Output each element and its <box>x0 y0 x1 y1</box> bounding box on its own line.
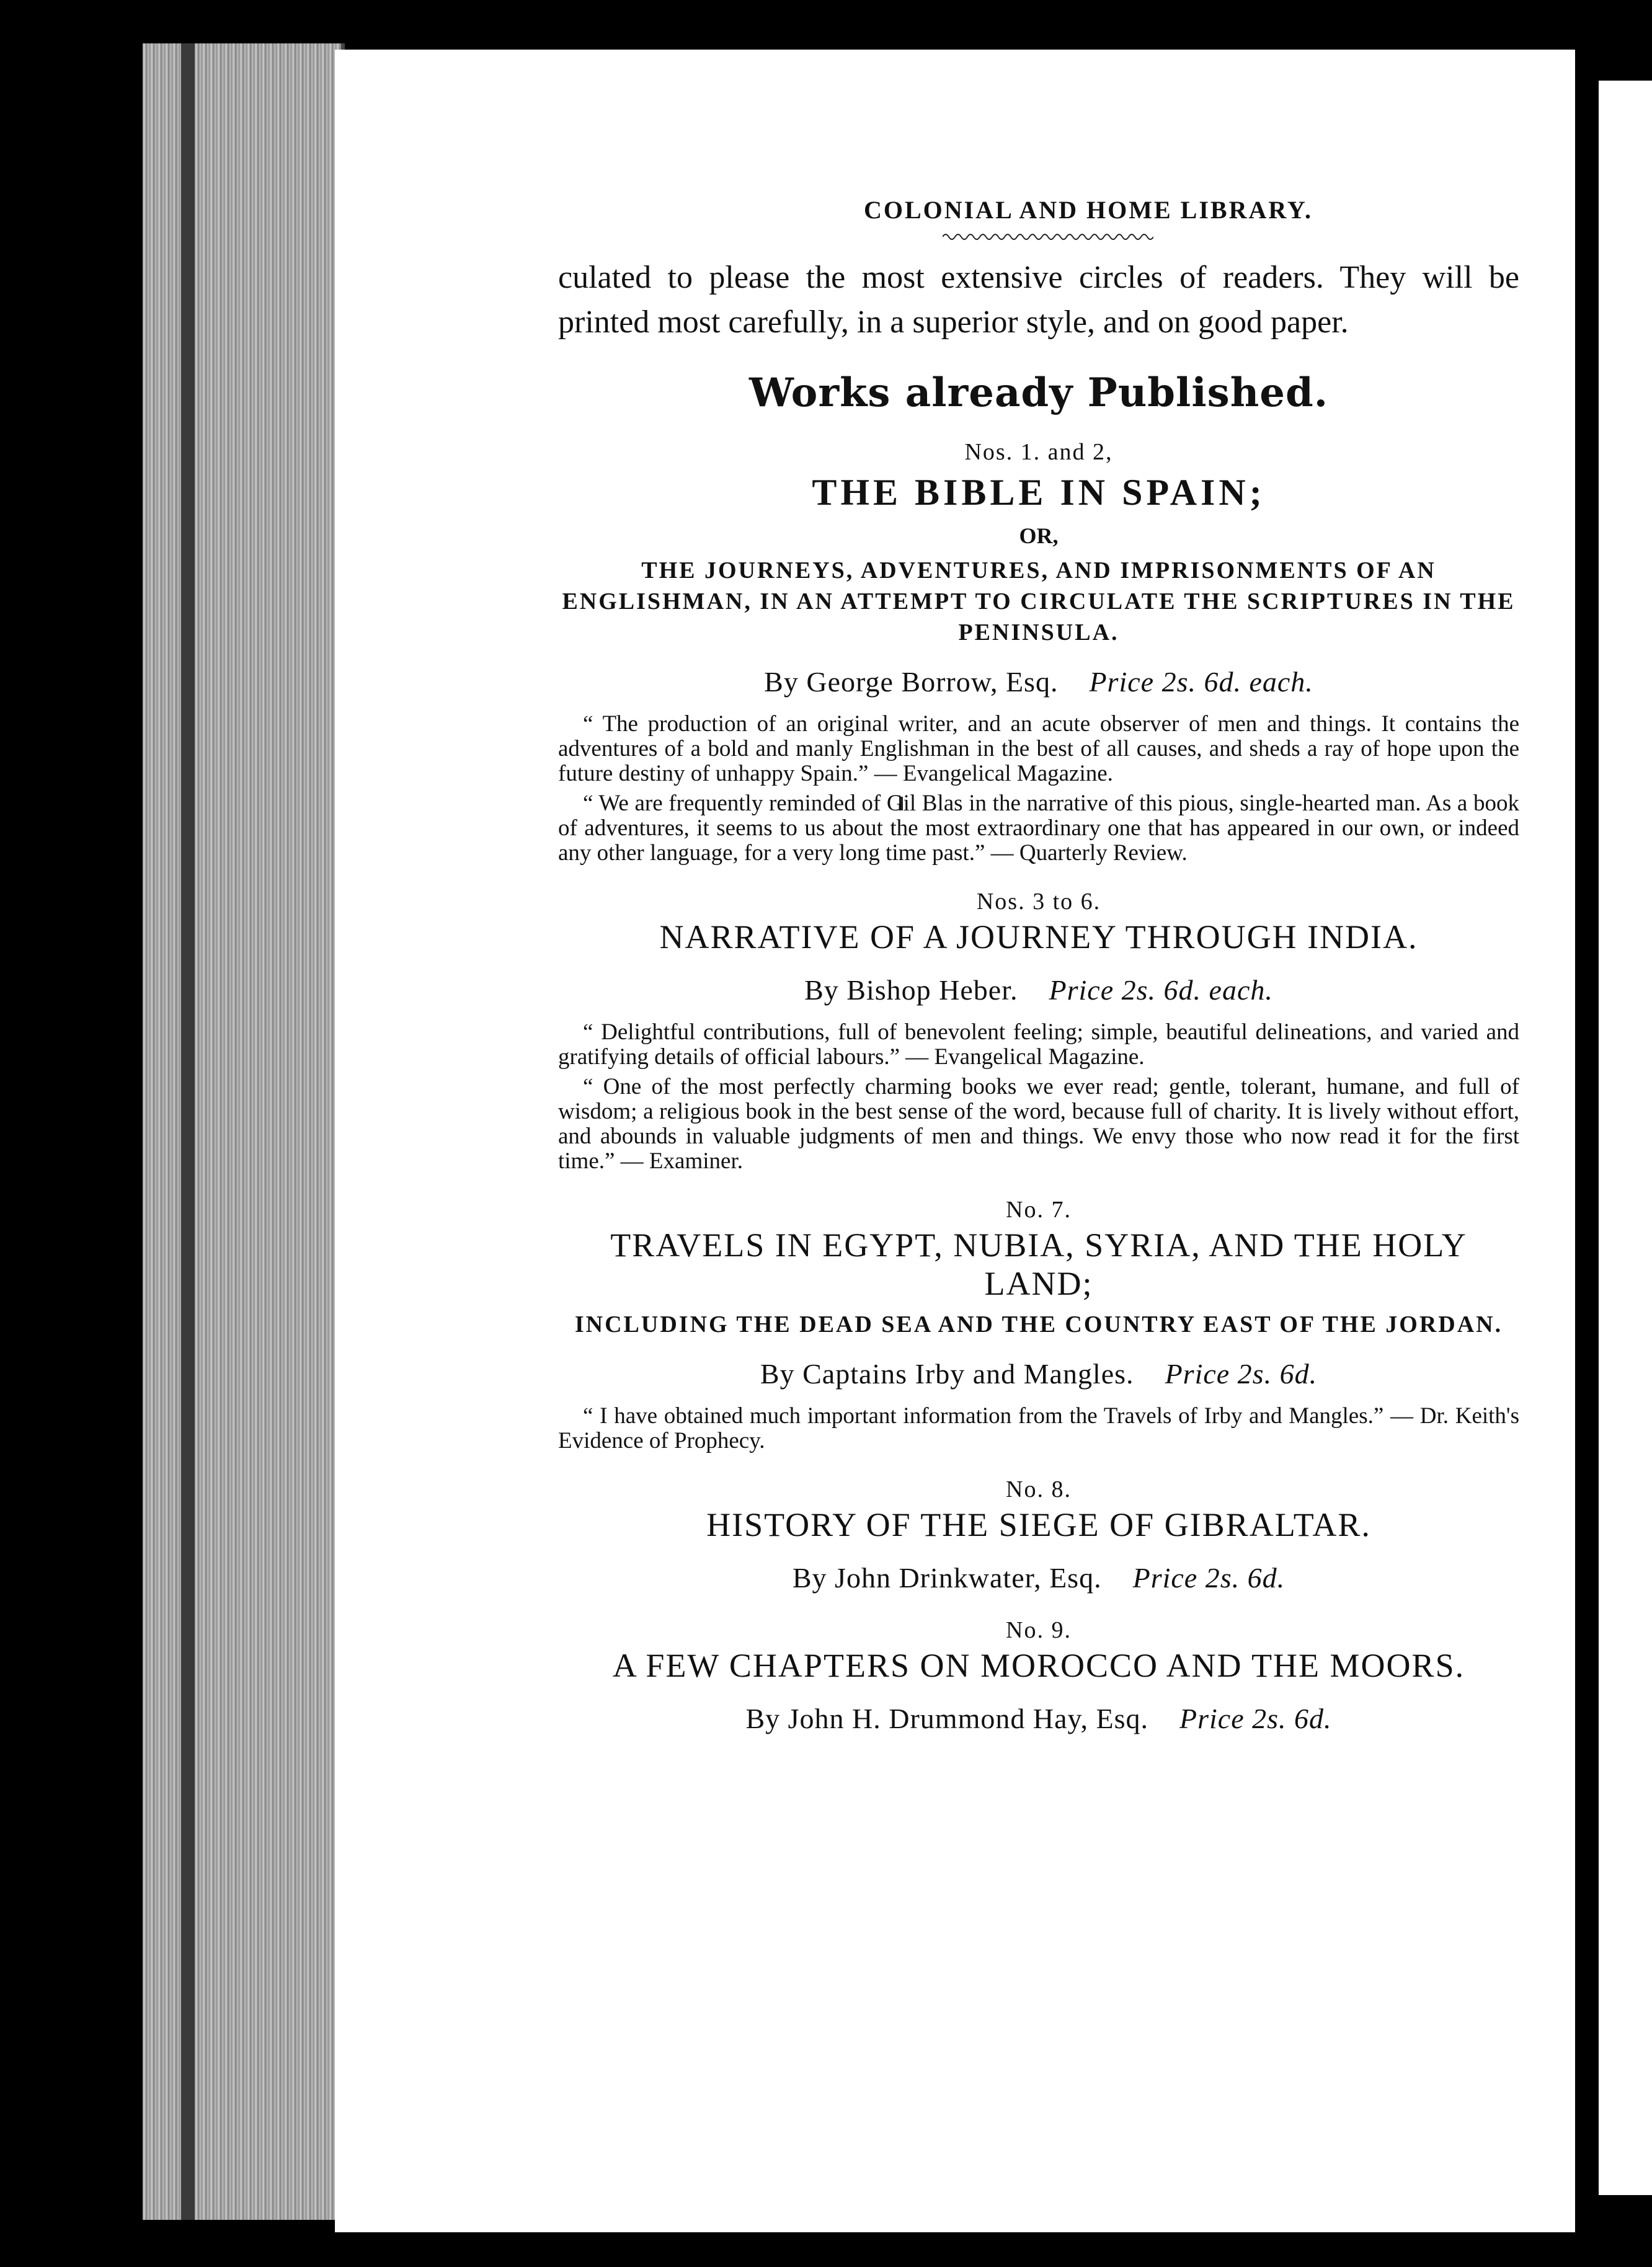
running-head: COLONIAL AND HOME LIBRARY. <box>863 196 1313 224</box>
work-or: OR, <box>1019 523 1059 548</box>
work-title: THE BIBLE IN SPAIN; <box>812 472 1266 513</box>
work-title: A FEW CHAPTERS ON MOROCCO AND THE MOORS. <box>612 1647 1465 1684</box>
work-price: Price 2s. 6d. <box>1165 1358 1318 1390</box>
work-byline <box>558 974 1519 1006</box>
work-title: HISTORY OF THE SIEGE OF GIBRALTAR. <box>706 1506 1371 1543</box>
work-entry-1 <box>558 438 1519 866</box>
work-entry-3 <box>558 1196 1519 1453</box>
work-byline <box>558 1561 1519 1594</box>
wavy-rule-ornament <box>943 231 1153 243</box>
work-number: Nos. 3 to 6. <box>976 889 1101 915</box>
book-spine-shadow <box>181 43 195 2220</box>
work-number: No. 9. <box>1006 1617 1072 1643</box>
work-author: By John Drinkwater, Esq. <box>792 1562 1102 1594</box>
work-price: Price 2s. 6d. each. <box>1049 974 1273 1006</box>
review-quote: “ The production of an original writer, and an acute observer of men and things. It contains the adventures of a bold and manly Englishman in the best of all causes, and sheds a ray of hope upon the future destiny of unhappy Spain.” — Evangelical Magazine. <box>558 711 1519 786</box>
review-quote: “ I have obtained much important information from the Travels of Irby and Mangles.” — Dr. Keith's Evidence of Prophecy. <box>558 1403 1519 1453</box>
review-quote: “ We are frequently reminded of Gil Blas in the narrative of this pious, single-hearted man. As a book of adventures, it seems to us about the most extraordinary one that has appeared in our own, or indeed any other language, for a very long time past.” — Quarterly Review. <box>558 791 1519 866</box>
review-quote: “ One of the most perfectly charming books we ever read; gentle, tolerant, humane, and full of wisdom; a religious book in the best sense of the word, because full of charity. It is lively without effort, and abounds in valuable judgments of men and things. We envy those who now read it for the first time.” — Examiner. <box>558 1074 1519 1174</box>
work-price: Price 2s. 6d. each. <box>1089 666 1313 698</box>
book-page <box>335 50 1575 2232</box>
work-author: By George Borrow, Esq. <box>764 666 1059 698</box>
work-entry-4 <box>558 1476 1519 1594</box>
review-quote: “ Delightful contributions, full of benevolent feeling; simple, beautiful delineations, and varied and gratifying details of official labours.” — Evangelical Magazine. <box>558 1019 1519 1070</box>
work-price: Price 2s. 6d. <box>1132 1562 1286 1594</box>
work-number: No. 7. <box>1006 1197 1072 1223</box>
work-byline <box>558 1702 1519 1735</box>
work-number: No. 8. <box>1006 1476 1072 1502</box>
work-entry-5 <box>558 1617 1519 1735</box>
work-author: By Bishop Heber. <box>804 974 1018 1006</box>
facing-page-edge <box>1599 81 1652 2195</box>
work-title: TRAVELS IN EGYPT, NUBIA, SYRIA, AND THE HOLY LAND; <box>610 1227 1467 1302</box>
work-author: By Captains Irby and Mangles. <box>760 1358 1134 1390</box>
page-content <box>558 195 1519 1735</box>
work-subtitle: THE JOURNEYS, ADVENTURES, AND IMPRISONMENTS OF AN ENGLISHMAN, IN AN ATTEMPT TO CIRCULATE THE SCRIPTURES IN THE PENINSULA. <box>562 557 1516 645</box>
work-entry-2 <box>558 888 1519 1174</box>
book-spine-edges <box>143 43 345 2220</box>
intro-paragraph: culated to please the most extensive circles of readers. They will be printed most carefully, in a superior style, and on good paper. <box>558 260 1519 340</box>
work-number: Nos. 1. and 2, <box>964 439 1113 465</box>
work-author: By John H. Drummond Hay, Esq. <box>745 1703 1149 1734</box>
work-byline <box>558 1357 1519 1390</box>
work-subtitle: INCLUDING THE DEAD SEA AND THE COUNTRY EAST OF THE JORDAN. <box>574 1311 1503 1338</box>
work-price: Price 2s. 6d. <box>1179 1703 1332 1734</box>
work-byline <box>558 665 1519 698</box>
work-title: NARRATIVE OF A JOURNEY THROUGH INDIA. <box>659 918 1418 956</box>
section-heading: Works already Published. <box>749 370 1328 416</box>
